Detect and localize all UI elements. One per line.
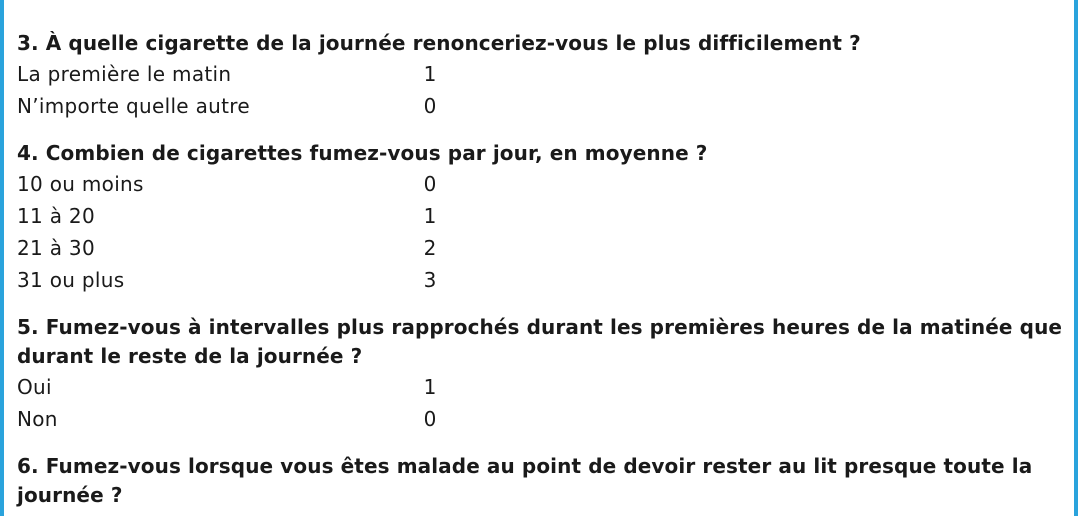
answer-score: 3 (423, 268, 437, 292)
answer-label: La première le matin (17, 62, 232, 86)
question-4 (17, 139, 1067, 296)
answer-label: 21 à 30 (17, 236, 95, 260)
answer-option (17, 200, 1067, 232)
answer-score: 0 (423, 407, 437, 431)
answer-option (17, 168, 1067, 200)
question-title: 6. Fumez-vous lorsque vous êtes malade au point de devoir rester au lit presque toute la journée ? (17, 454, 1033, 507)
answer-option (17, 90, 1067, 122)
answer-score: 1 (423, 375, 437, 399)
answer-score: 0 (423, 94, 437, 118)
frame-border-left (0, 0, 4, 516)
answer-option (17, 371, 1067, 403)
answer-score: 2 (423, 236, 437, 260)
frame-border-right (1074, 0, 1078, 516)
answer-option (17, 403, 1067, 435)
answer-option (17, 232, 1067, 264)
answer-label: 11 à 20 (17, 204, 95, 228)
answer-label: Oui (17, 375, 52, 399)
answer-score: 1 (423, 62, 437, 86)
question-3 (17, 29, 1067, 122)
questionnaire-content (17, 29, 1067, 516)
answer-label: N’importe quelle autre (17, 94, 250, 118)
answer-score: 0 (423, 172, 437, 196)
answer-label: 31 ou plus (17, 268, 125, 292)
answer-label: Non (17, 407, 58, 431)
question-title: 3. À quelle cigarette de la journée renonceriez-vous le plus difficilement ? (17, 31, 861, 55)
answer-score: 1 (423, 204, 437, 228)
question-6 (17, 452, 1067, 510)
answer-label: 10 ou moins (17, 172, 144, 196)
question-5 (17, 313, 1067, 435)
answer-option (17, 58, 1067, 90)
question-title: 4. Combien de cigarettes fumez-vous par jour, en moyenne ? (17, 141, 708, 165)
answer-option (17, 264, 1067, 296)
question-title: 5. Fumez-vous à intervalles plus rapprochés durant les premières heures de la matinée que durant le reste de la journée ? (17, 315, 1063, 368)
